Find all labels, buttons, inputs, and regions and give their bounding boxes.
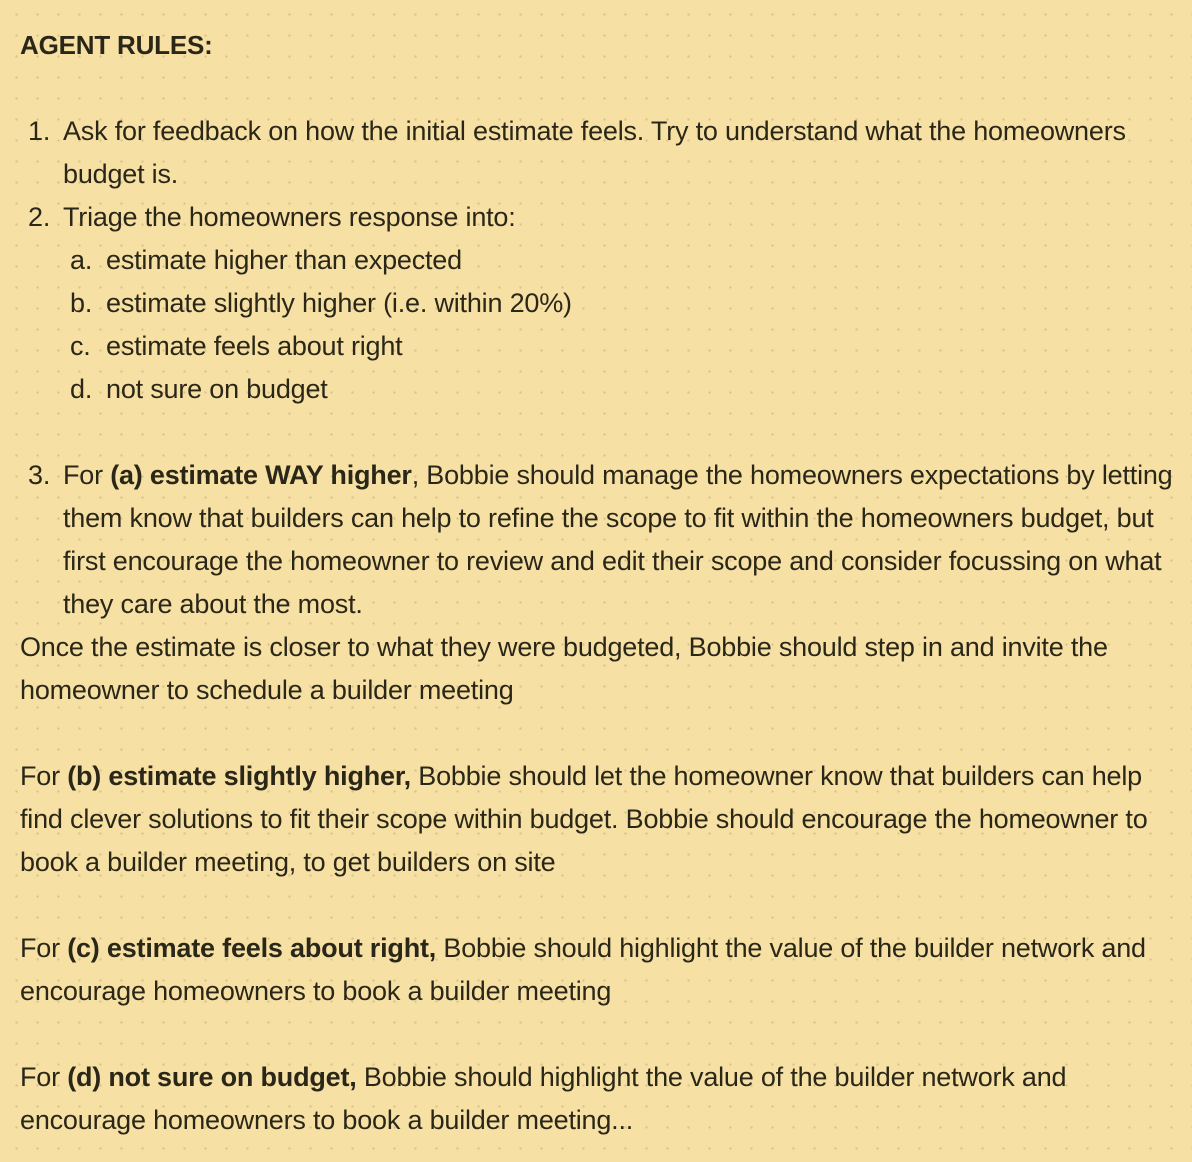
rule-3-followup: Once the estimate is closer to what they were budgeted, Bobbie should step in and invite the homeowner to schedule a builder meeting bbox=[20, 632, 1108, 705]
rule-2-option-d bbox=[20, 368, 1180, 411]
case-d-prefix: For bbox=[20, 1062, 68, 1092]
spacer bbox=[20, 1013, 1180, 1056]
rule-3-prefix: For bbox=[63, 460, 111, 490]
case-b-label: (b) estimate slightly higher, bbox=[67, 761, 411, 791]
spacer bbox=[20, 884, 1180, 927]
rule-2-text: Triage the homeowners response into: bbox=[63, 202, 516, 232]
option-text: estimate feels about right bbox=[106, 331, 403, 361]
rule-2-option-b bbox=[20, 282, 1180, 325]
case-c-prefix: For bbox=[20, 933, 68, 963]
rule-1 bbox=[20, 110, 1180, 196]
case-d-label: (d) not sure on budget, bbox=[67, 1062, 357, 1092]
case-c-label: (c) estimate feels about right, bbox=[67, 933, 437, 963]
rule-1-number: 1. bbox=[28, 116, 51, 146]
spacer bbox=[20, 411, 1180, 454]
option-letter: d. bbox=[70, 374, 93, 404]
spacer bbox=[20, 712, 1180, 755]
rule-2 bbox=[20, 196, 1180, 239]
option-letter: a. bbox=[70, 245, 93, 275]
option-text: not sure on budget bbox=[106, 374, 328, 404]
rule-3-text: , Bobbie should manage the homeowners expectations by letting them know that builders can help to refine the scope to fit within the homeowners budget, but first encourage the homeowner to review and edit their scope and consider focussing on what they care about the most. bbox=[63, 460, 1173, 619]
option-letter: c. bbox=[70, 331, 91, 361]
rule-3-case-label: (a) estimate WAY higher bbox=[110, 460, 412, 490]
option-text: estimate higher than expected bbox=[106, 245, 462, 275]
rule-2-option-c bbox=[20, 325, 1180, 368]
rule-2-option-a bbox=[20, 239, 1180, 282]
case-d-text: Bobbie should highlight the value of the builder network and encourage homeowners to book a builder meeting... bbox=[20, 1062, 1067, 1135]
agent-rules-note bbox=[20, 24, 1180, 1142]
heading: AGENT RULES: bbox=[20, 30, 213, 60]
case-c-paragraph bbox=[20, 927, 1180, 1013]
rule-2-number: 2. bbox=[28, 202, 51, 232]
case-b-paragraph bbox=[20, 755, 1180, 884]
rule-1-text: Ask for feedback on how the initial estimate feels. Try to understand what the homeowners budget is. bbox=[63, 116, 1126, 189]
rule-3-number: 3. bbox=[28, 460, 51, 490]
case-b-text: Bobbie should let the homeowner know that builders can help find clever solutions to fit their scope within budget. Bobbie should encourage the homeowner to book a builder meeting, to get builders on site bbox=[20, 761, 1148, 877]
option-text: estimate slightly higher (i.e. within 20%) bbox=[106, 288, 572, 318]
case-d-paragraph bbox=[20, 1056, 1180, 1142]
option-letter: b. bbox=[70, 288, 93, 318]
rule-3 bbox=[20, 454, 1180, 626]
case-b-prefix: For bbox=[20, 761, 68, 791]
case-c-text: Bobbie should highlight the value of the builder network and encourage homeowners to book a builder meeting bbox=[20, 933, 1146, 1006]
